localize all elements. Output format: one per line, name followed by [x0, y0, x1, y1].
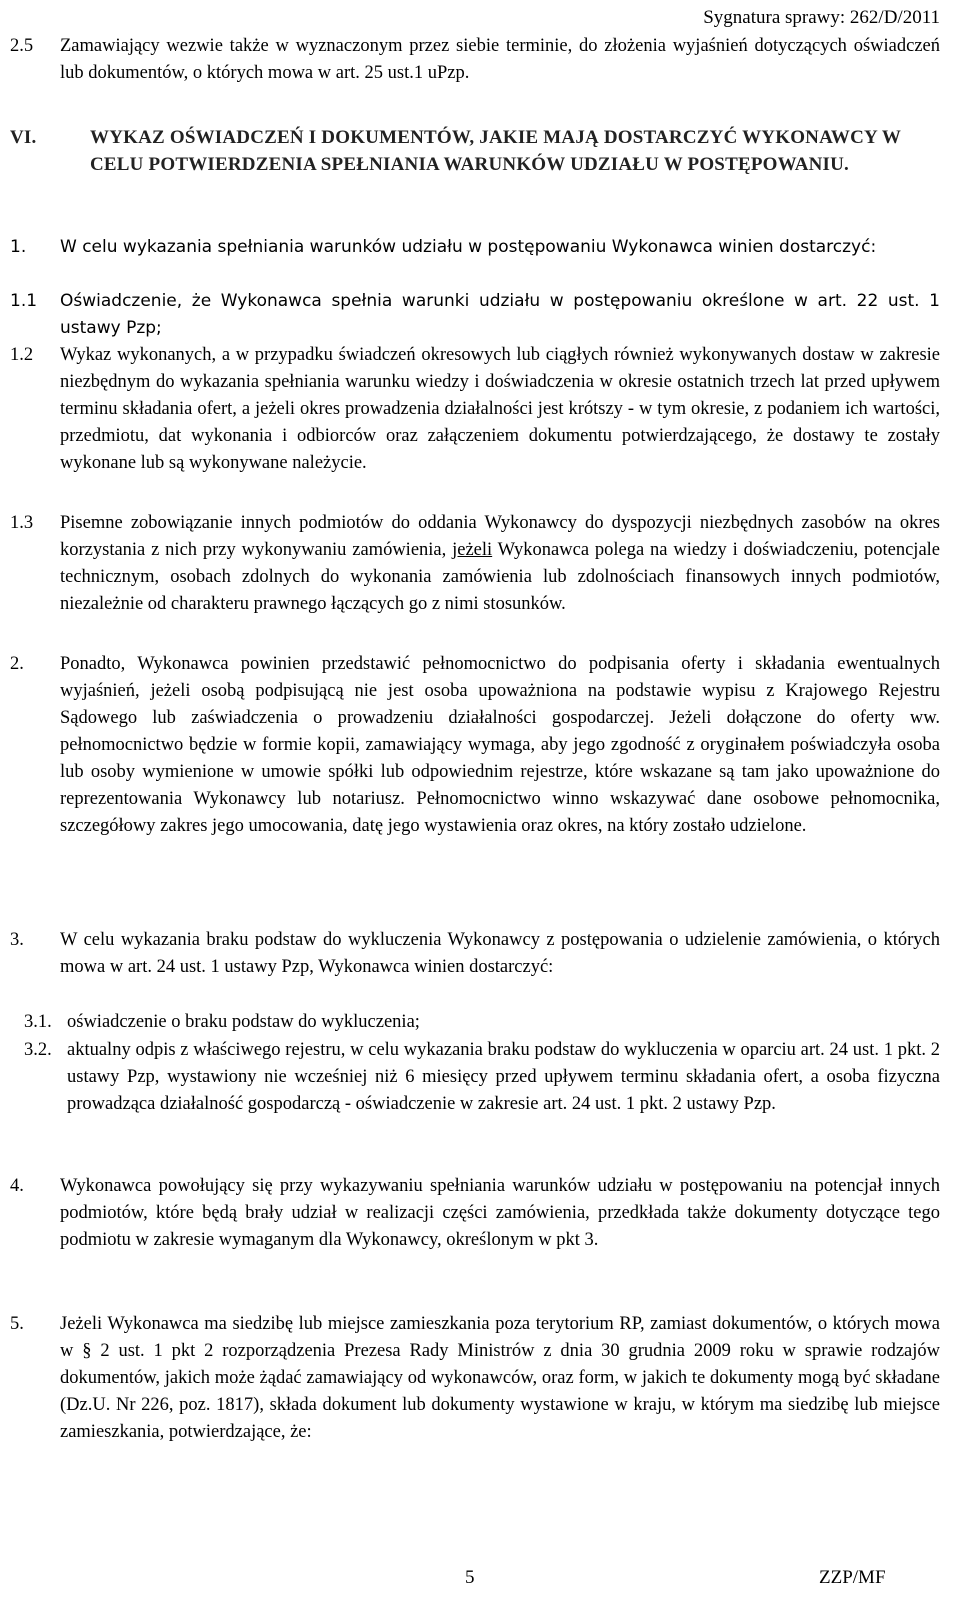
- point-text: W celu wykazania spełniania warunków udziału w postępowaniu Wykonawca winien dostarczyć:: [60, 237, 877, 257]
- point-number: 3.: [10, 930, 24, 950]
- point-text: [60, 510, 940, 618]
- point-number: 3.2.: [24, 1040, 52, 1060]
- underlined-word: jeżeli: [452, 540, 493, 560]
- point-number: 2.: [10, 654, 24, 674]
- point-text: W celu wykazania braku podstaw do wykluczenia Wykonawcy z postępowania o udzielenie zamówienia, o których mowa w art. 24 ust. 1 ustawy Pzp, Wykonawca winien dostarczyć:: [60, 930, 940, 977]
- point-text: Wykonawca powołujący się przy wykazywaniu spełniania warunków udziału w postępowaniu na potencjał innych podmiotów, które będą brały udział w realizacji części zamówienia, przedkłada także dokumenty dotyczące tego podmiotu w zakresie wymaganym dla Wykonawcy, określonym w pkt 3.: [60, 1176, 940, 1250]
- point-number: 1.1: [10, 291, 38, 311]
- point-text: Oświadczenie, że Wykonawca spełnia warunki udziału w postępowaniu określone w art. 22 ust. 1 ustawy Pzp;: [60, 291, 940, 338]
- point-text: Jeżeli Wykonawca ma siedzibę lub miejsce zamieszkania poza terytorium RP, zamiast dokumentów, o których mowa w § 2 ust. 1 pkt 2 rozporządzenia Prezesa Rady Ministrów z dnia 30 grudnia 2009 roku w sprawie rodzajów dokumentów, jakich może żądać zamawiający od wykonawców, oraz form, w jakich te dokumenty mogą być składane (Dz.U. Nr 226, poz. 1817), składa dokument lub dokumenty wystawione w kraju, w którym ma siedzibę lub miejsce zamieszkania, potwierdzające, że:: [60, 1314, 940, 1442]
- point-number: 1.2: [10, 345, 34, 365]
- point-number: 4.: [10, 1176, 24, 1196]
- page-number: 5: [465, 1567, 475, 1588]
- chapter-number: VI.: [10, 127, 37, 148]
- point-text: aktualny odpis z właściwego rejestru, w celu wykazania braku podstaw do wykluczenia w oparciu art. 24 ust. 1 pkt. 2 ustawy Pzp, wystawiony nie wcześniej niż 6 miesięcy przed upływem terminu składania ofert, a osoba fizyczna prowadząca działalność gospodarczą - oświadczenie w zakresie art. 24 ust. 1 pkt. 2 ustawy Pzp.: [67, 1040, 940, 1114]
- text-part: Pisemne zobowiązanie innych podmiotów do oddania Wykonawcy do dyspozycji niezbędnych zasobów na okres korzystania z nich przy wykonywaniu zamówienia,: [60, 513, 940, 560]
- point-number: 5.: [10, 1314, 24, 1334]
- section-number: 2.5: [10, 36, 34, 56]
- section-text: Zamawiający wezwie także w wyznaczonym przez siebie terminie, do złożenia wyjaśnień dotyczących oświadczeń lub dokumentów, o których mowa w art. 25 ust.1 uPzp.: [60, 36, 940, 83]
- point-number: 1.3: [10, 513, 34, 533]
- chapter-title: WYKAZ OŚWIADCZEŃ I DOKUMENTÓW, JAKIE MAJĄ DOSTARCZYĆ WYKONAWCY W CELU POTWIERDZENIA SPEŁNIANIA WARUNKÓW UDZIAŁU W POSTĘPOWANIU.: [90, 127, 901, 175]
- point-text: oświadczenie o braku podstaw do wykluczenia;: [67, 1012, 420, 1032]
- point-text: Wykaz wykonanych, a w przypadku świadczeń okresowych lub ciągłych również wykonywanych dostaw w zakresie niezbędnym do wykazania spełniania warunku wiedzy i doświadczenia w okresie ostatnich trzech lat przed upływem terminu składania ofert, a jeżeli okres prowadzenia działalności jest krótszy - w tym okresie, z podaniem ich wartości, przedmiotu, dat wykonania i odbiorców oraz załączeniem dokumentu potwierdzającego, że dostawy te zostały wykonane lub są wykonywane należycie.: [60, 345, 940, 473]
- text-part: Wykonawca polega na wiedzy i doświadczeniu, potencjale technicznym, osobach zdolnych do wykonania zamówienia lub zdolnościach finansowych innych podmiotów, niezależnie od charakteru prawnego łączących go z nimi stosunków.: [60, 540, 941, 614]
- footer-code: ZZP/MF: [819, 1567, 886, 1588]
- point-text: Ponadto, Wykonawca powinien przedstawić pełnomocnictwo do podpisania oferty i składania ewentualnych wyjaśnień, jeżeli osobą podpisującą nie jest osoba upoważniona na podstawie wypisu z Krajowego Rejestru Sądowego lub zaświadczenia o prowadzeniu działalności gospodarczej. Jeżeli dołączone do oferty ww. pełnomocnictwo będzie w formie kopii, zamawiający wymaga, aby jego zgodność z oryginałem poświadczyła osoba lub osoby wymienione w umowie spółki lub odpowiednim rejestrze, które wskazane są tam jako upoważnione do reprezentowania Wykonawcy lub notariusz. Pełnomocnictwo winno wskazywać dane osobowe pełnomocnika, szczegółowy zakres jego umocowania, datę jego wystawienia oraz okres, na który zostało udzielone.: [60, 654, 940, 836]
- point-number: 3.1.: [24, 1012, 52, 1032]
- case-signature: Sygnatura sprawy: 262/D/2011: [703, 7, 940, 28]
- point-number: 1.: [10, 237, 27, 257]
